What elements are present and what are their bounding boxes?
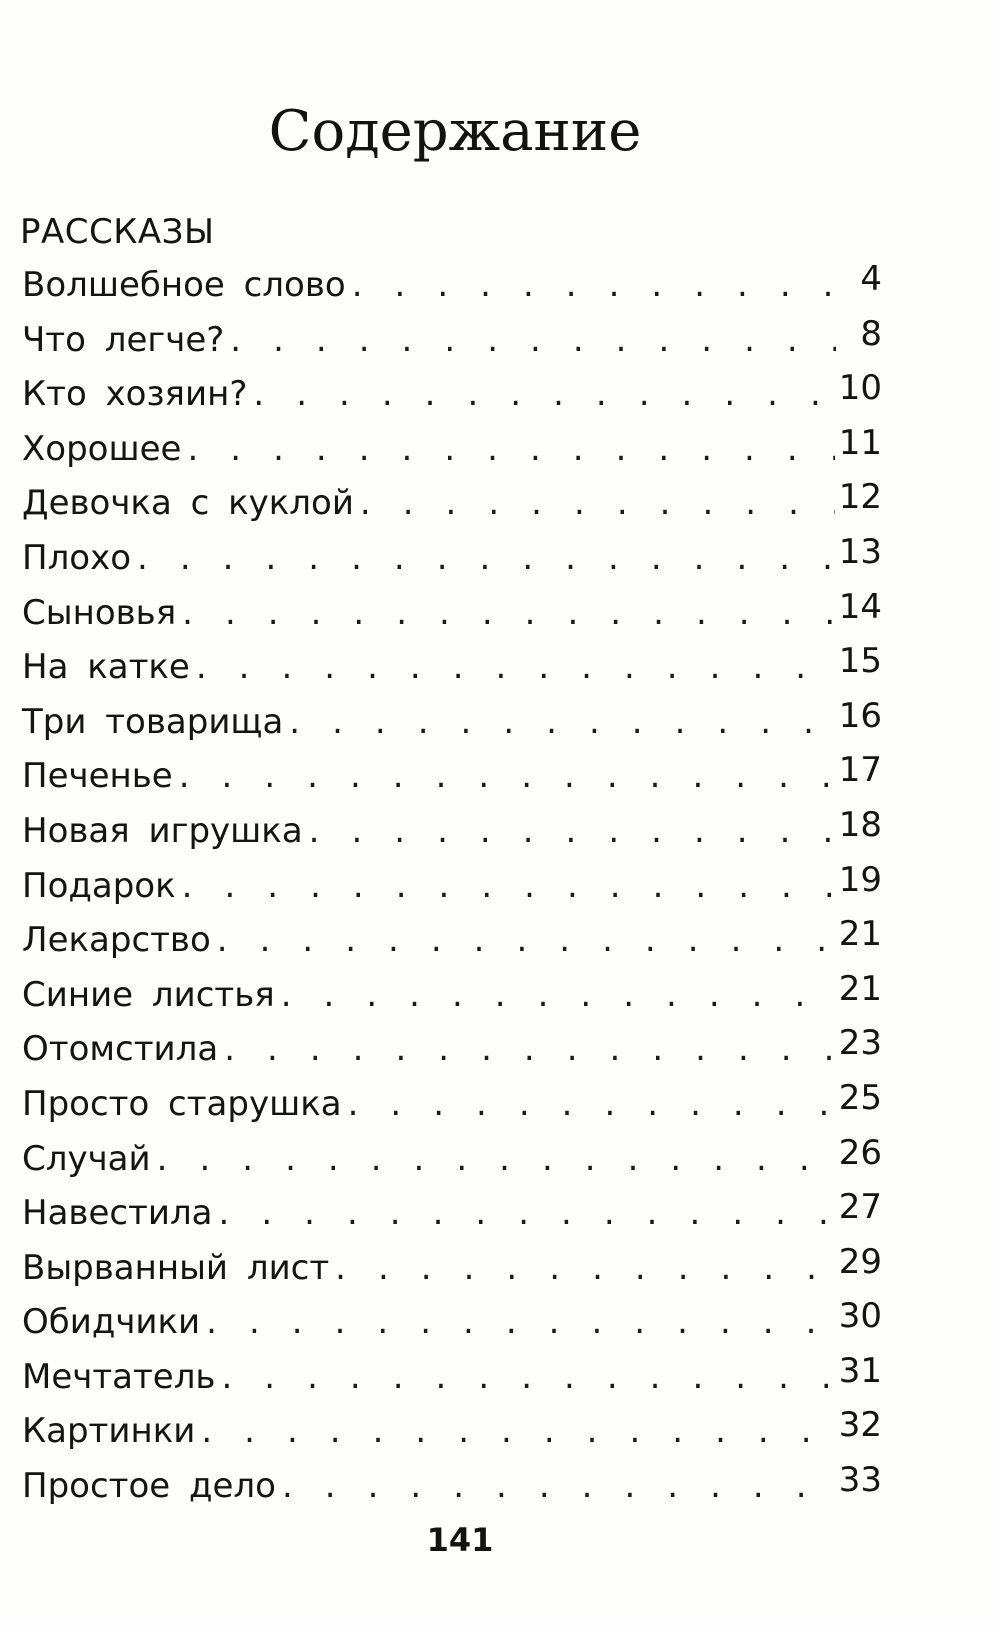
toc-entry[interactable]	[22, 258, 882, 313]
table-of-contents	[22, 258, 882, 1514]
toc-entry[interactable]	[22, 1022, 882, 1077]
toc-entry[interactable]	[22, 1077, 882, 1132]
toc-entry-title: Навестила	[22, 1193, 213, 1234]
toc-entry-page: 27	[838, 1187, 882, 1228]
toc-entry-title: Новая игрушка	[22, 810, 303, 851]
dot-leader	[221, 1350, 834, 1404]
dot-leader	[352, 258, 836, 312]
toc-entry-title: Случай	[22, 1138, 151, 1179]
toc-entry[interactable]	[22, 586, 882, 641]
toc-entry-page: 13	[838, 531, 882, 572]
toc-entry-page: 18	[838, 804, 882, 845]
toc-entry-page: 11	[838, 422, 882, 463]
dot-leader	[224, 1022, 835, 1076]
dot-leader	[348, 1077, 835, 1131]
toc-entry-page: 10	[838, 368, 882, 409]
dot-leader	[137, 531, 835, 585]
toc-entry[interactable]	[22, 1459, 882, 1514]
toc-entry[interactable]	[22, 804, 882, 859]
toc-entry-page: 32	[838, 1405, 882, 1446]
section-heading: РАССКАЗЫ	[20, 212, 215, 252]
dot-leader	[282, 1459, 835, 1513]
dot-leader	[187, 422, 834, 476]
contents-heading: Содержание	[268, 99, 642, 164]
toc-entry-page: 15	[838, 641, 882, 682]
toc-entry-title: Мечтатель	[22, 1356, 216, 1397]
toc-entry-page: 4	[860, 259, 882, 299]
toc-entry-title: На катке	[22, 647, 190, 688]
toc-entry-page: 8	[860, 313, 882, 354]
toc-entry-title: Вырванный лист	[22, 1247, 330, 1288]
toc-entry-page: 21	[838, 914, 882, 955]
toc-entry[interactable]	[22, 695, 882, 750]
toc-entry-page: 23	[838, 1023, 882, 1064]
toc-entry[interactable]	[22, 968, 882, 1023]
toc-entry-title: Волшебное слово	[22, 265, 346, 305]
dot-leader	[289, 695, 834, 749]
toc-entry[interactable]	[22, 313, 882, 368]
toc-entry-title: Отомстила	[22, 1029, 219, 1070]
toc-entry-page: 25	[838, 1077, 882, 1118]
toc-entry-title: Просто старушка	[22, 1083, 342, 1124]
toc-entry-title: Печенье	[22, 756, 173, 797]
toc-entry[interactable]	[22, 859, 882, 914]
toc-entry-title: Обидчики	[22, 1302, 201, 1343]
toc-entry[interactable]	[22, 749, 882, 804]
toc-entry-title: Простое дело	[22, 1466, 276, 1507]
toc-entry-title: Подарок	[22, 865, 176, 906]
dot-leader	[201, 1404, 834, 1458]
toc-entry[interactable]	[22, 1350, 882, 1405]
toc-entry-title: Кто хозяин?	[22, 374, 248, 415]
toc-entry-page: 16	[838, 695, 882, 736]
dot-leader	[219, 1186, 835, 1240]
toc-entry[interactable]	[22, 367, 882, 422]
toc-entry[interactable]	[22, 1404, 882, 1459]
dot-leader	[217, 913, 835, 967]
toc-entry-page: 12	[838, 477, 882, 518]
toc-entry-title: Девочка с куклой	[22, 483, 354, 524]
toc-entry-page: 14	[838, 586, 882, 627]
dot-leader	[206, 1295, 835, 1349]
toc-entry-title: Картинки	[22, 1411, 196, 1452]
toc-entry[interactable]	[22, 913, 882, 968]
toc-entry-title: Лекарство	[22, 920, 211, 961]
toc-entry-title: Сыновья	[22, 592, 177, 633]
toc-entry-page: 21	[838, 968, 882, 1009]
toc-entry-page: 33	[838, 1460, 882, 1501]
toc-entry-page: 17	[838, 750, 882, 791]
toc-entry-title: Хорошее	[22, 428, 182, 469]
toc-entry-title: Что легче?	[22, 319, 225, 360]
toc-entry-page: 26	[838, 1132, 882, 1173]
dot-leader	[253, 367, 834, 421]
toc-entry[interactable]	[22, 476, 882, 531]
toc-entry-title: Плохо	[22, 537, 132, 578]
toc-entry-title: Три товарища	[22, 701, 284, 742]
dot-leader	[360, 476, 835, 530]
dot-leader	[281, 968, 835, 1022]
toc-entry-page: 29	[838, 1241, 882, 1282]
toc-entry[interactable]	[22, 1186, 882, 1241]
dot-leader	[230, 313, 836, 367]
toc-entry-page: 19	[838, 859, 882, 900]
dot-leader	[309, 804, 835, 858]
toc-entry[interactable]	[22, 1241, 882, 1296]
toc-entry[interactable]	[22, 640, 882, 695]
dot-leader	[335, 1241, 835, 1295]
toc-entry[interactable]	[22, 422, 882, 477]
dot-leader	[182, 586, 835, 640]
dot-leader	[157, 1132, 835, 1186]
page-number: 141	[426, 1521, 494, 1559]
toc-entry-page: 31	[838, 1350, 882, 1391]
dot-leader	[179, 749, 835, 803]
toc-entry[interactable]	[22, 1295, 882, 1350]
dot-leader	[196, 640, 835, 694]
toc-entry-page: 30	[838, 1296, 882, 1337]
dot-leader	[182, 859, 835, 913]
toc-entry-title: Синие листья	[22, 974, 275, 1015]
toc-entry[interactable]	[22, 531, 882, 586]
toc-entry[interactable]	[22, 1132, 882, 1187]
